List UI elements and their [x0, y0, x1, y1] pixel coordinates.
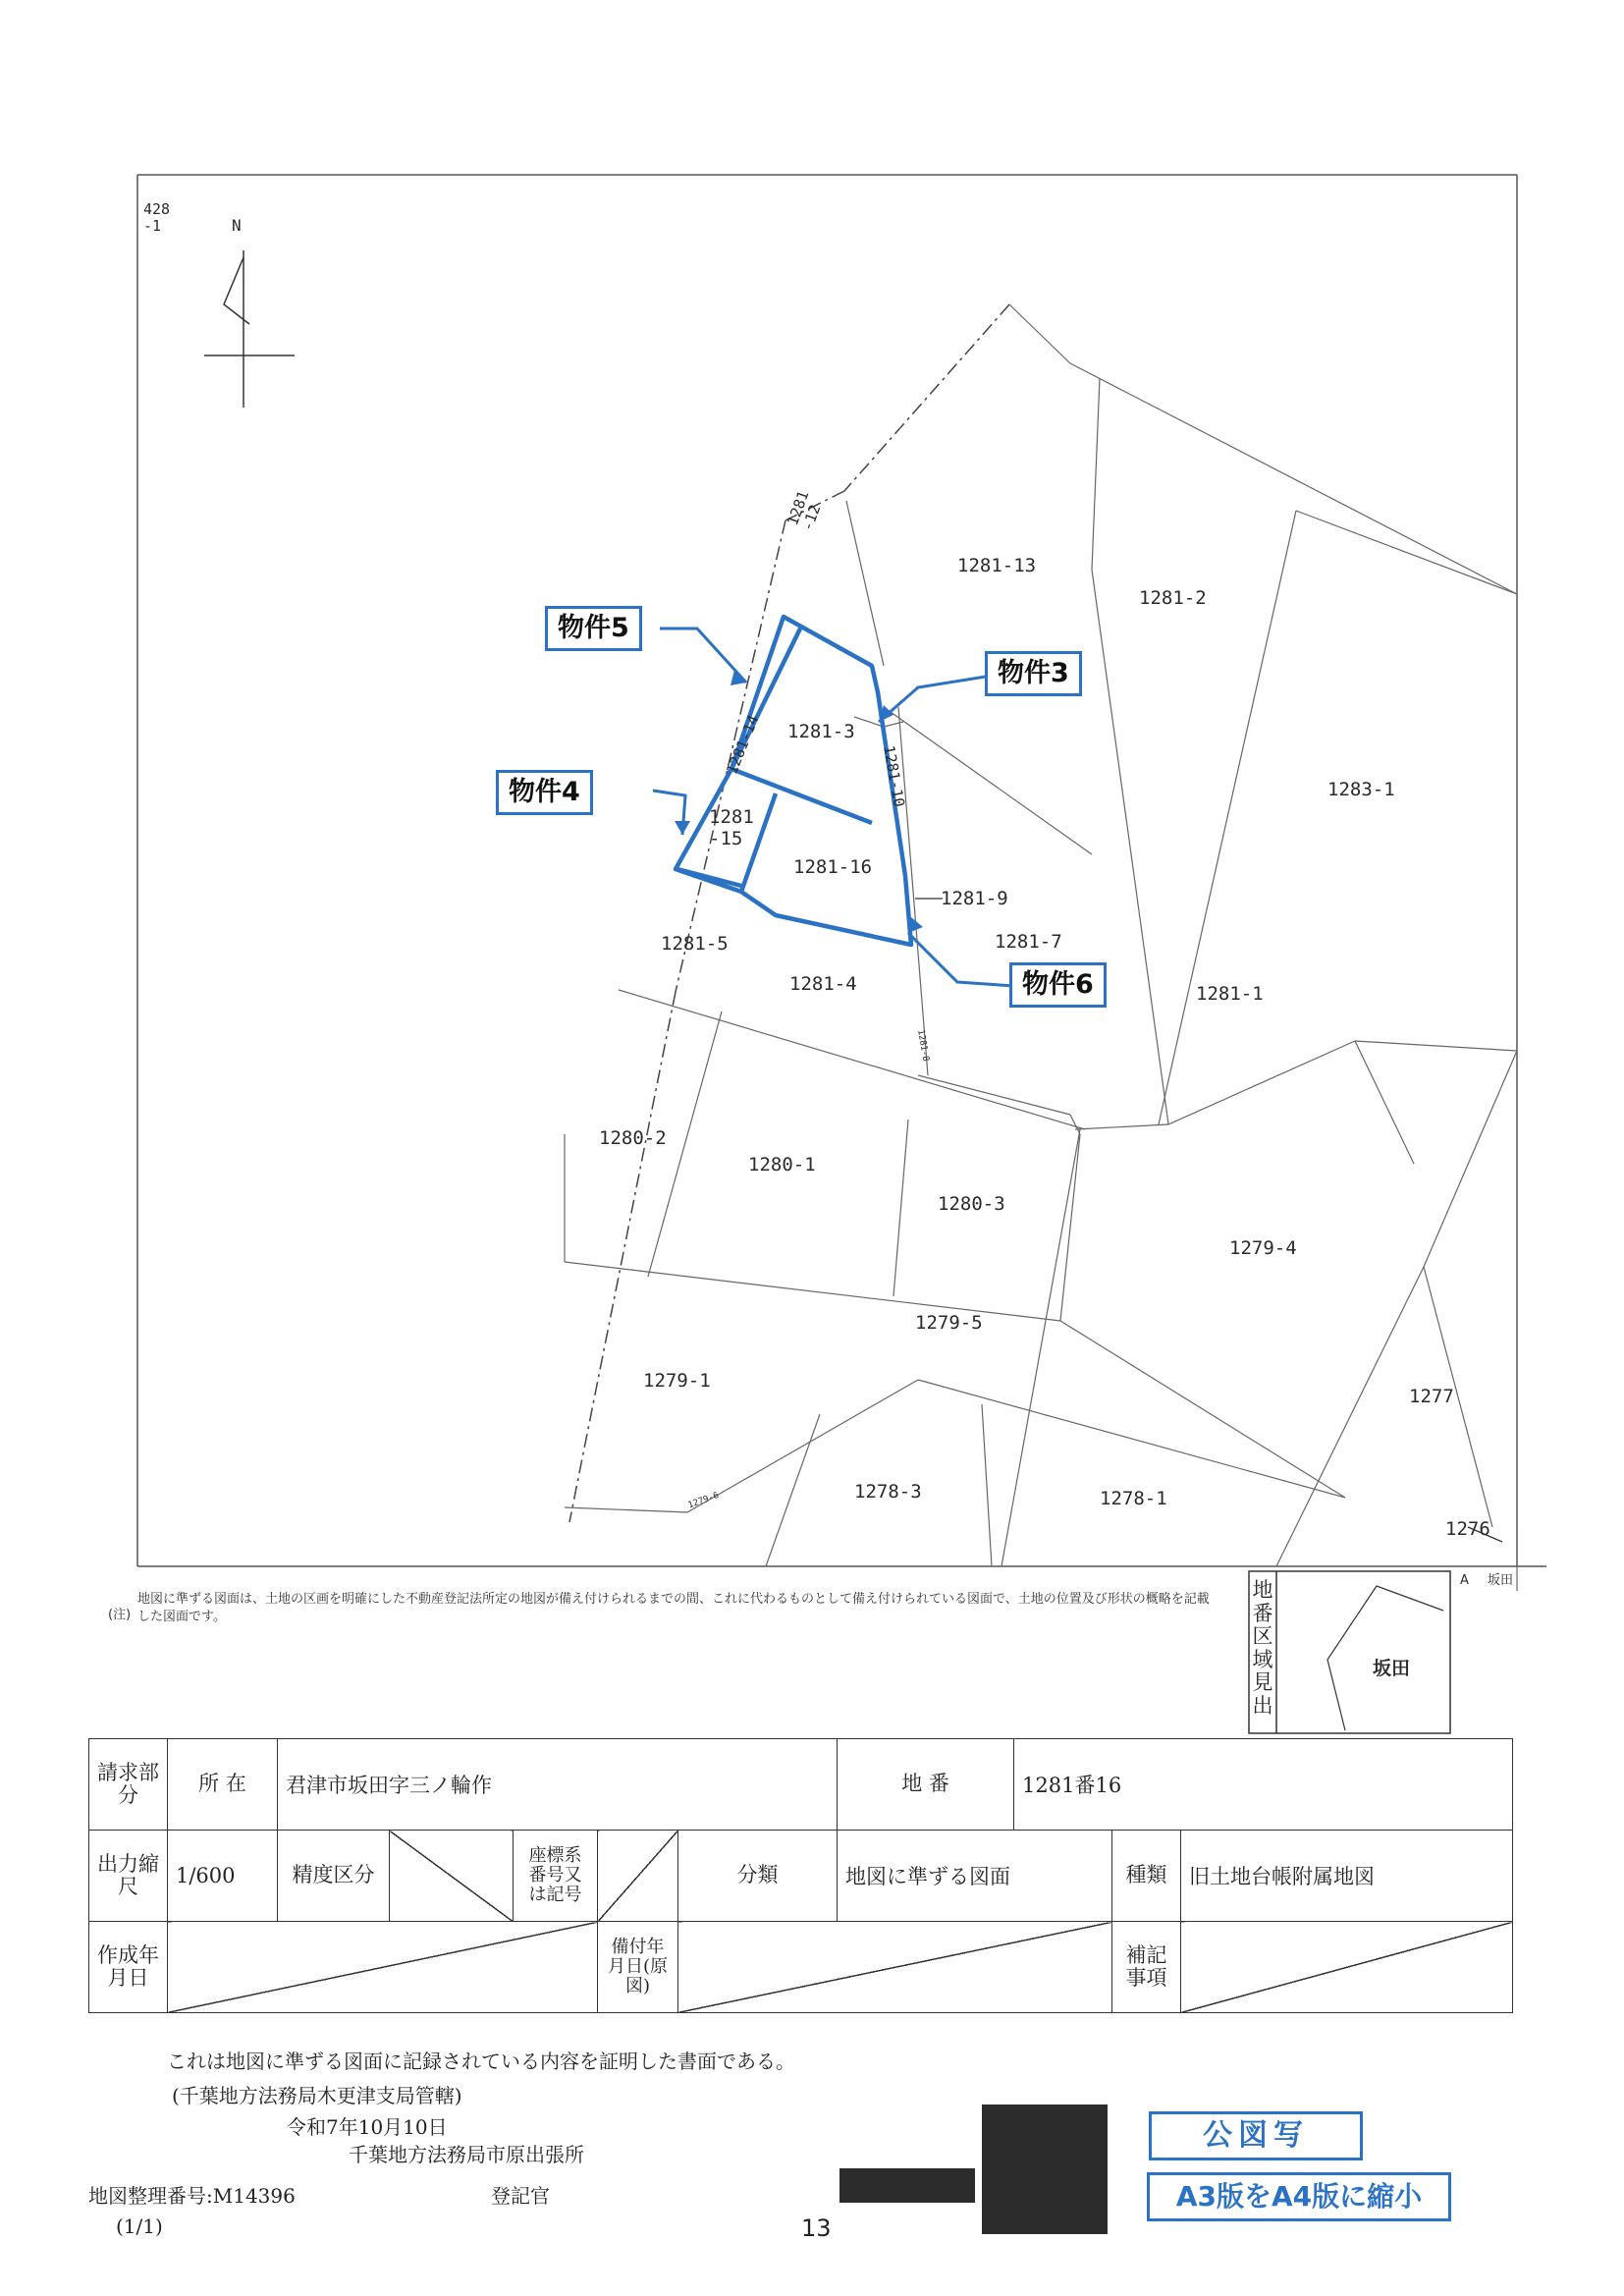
callout-item4: 物件4	[496, 770, 593, 815]
parcel-label-1276: 1276	[1445, 1518, 1490, 1540]
precision-label: 精度区分	[278, 1831, 390, 1922]
map-number: 地図整理番号:M14396	[88, 2184, 296, 2208]
parcel-label-1281-3: 1281-3	[787, 721, 855, 742]
reduction-stamp: A3版をA4版に縮小	[1147, 2172, 1451, 2221]
parcel-label-1281-5: 1281-5	[661, 933, 729, 955]
parcel-label-1280-1: 1280-1	[748, 1154, 816, 1175]
page-fraction: (1/1)	[116, 2214, 163, 2238]
redaction-bar	[839, 2168, 975, 2203]
request-label: 請求部分	[89, 1739, 168, 1831]
parcel-label-1281-16: 1281-16	[793, 856, 873, 878]
registrar-label: 登記官	[491, 2184, 550, 2208]
side-area-label: 坂田	[1488, 1573, 1514, 1588]
parcel-label-1281-15: 1281 -15	[709, 806, 754, 849]
scale-label: 出力縮尺	[89, 1831, 168, 1922]
parcel-label-1281-10: 1281-10	[880, 743, 908, 809]
callout-item5: 物件5	[545, 606, 642, 651]
certificate-table	[88, 1738, 1513, 2013]
parcel-label-1281-7: 1281-7	[995, 931, 1062, 953]
jurisdiction-text: (千葉地方法務局木更津支局管轄)	[172, 2084, 462, 2107]
category-label: 分類	[678, 1831, 838, 1922]
block-boundaries	[569, 304, 1009, 1522]
keymap-area: 坂田	[1373, 1658, 1411, 1679]
issuing-office: 千葉地方法務局市原出張所	[349, 2143, 584, 2166]
parcel-label-1281-2: 1281-2	[1139, 587, 1207, 609]
map-note-prefix: (注)	[108, 1608, 132, 1622]
lot-value: 1281番16	[1014, 1739, 1513, 1831]
parcel-label-428-1: 428 -1	[143, 200, 171, 235]
remarks-label: 備付年月日(原図)	[598, 1922, 678, 2013]
north-label: N	[232, 216, 242, 235]
location-value: 君津市坂田字三ノ輪作	[278, 1739, 838, 1831]
parcel-label-1279-6: 1279-6	[686, 1490, 721, 1511]
parcel-label-1280-2: 1280-2	[599, 1127, 667, 1149]
notes-value	[1181, 1922, 1513, 2013]
remarks-value	[678, 1922, 1112, 2013]
parcel-label-1281-1: 1281-1	[1196, 983, 1264, 1005]
parcel-label-1279-5: 1279-5	[915, 1312, 983, 1334]
highlighted-parcels	[676, 617, 911, 945]
certify-text: これは地図に準ずる図面に記録されている内容を証明した書面である。	[167, 2050, 795, 2073]
redaction-block	[982, 2105, 1108, 2234]
keymap-inset	[1249, 1571, 1450, 1733]
created-value	[168, 1922, 598, 2013]
north-arrow-icon	[204, 250, 295, 408]
parcel-label-1281-14: 1281-14	[723, 712, 763, 777]
type-value: 旧土地台帳附属地図	[1181, 1831, 1513, 1922]
parcel-label-1278-3: 1278-3	[854, 1481, 922, 1503]
created-label: 作成年月日	[89, 1922, 168, 2013]
parcel-label-1280-3: 1280-3	[938, 1193, 1005, 1215]
scale-value: 1/600	[168, 1831, 278, 1922]
parcel-label-1281-12: 1281 -12	[784, 488, 825, 533]
type-label: 種類	[1112, 1831, 1181, 1922]
parcel-label-1281-4: 1281-4	[789, 973, 857, 995]
parcel-label-1281-9: 1281-9	[941, 888, 1008, 909]
map-note-text: 地図に準ずる図面は、土地の区画を明確にした不動産登記法所定の地図が備え付けられるまでの間、これに代わるものとして備え付けられている図面で、土地の位置及び形状の概略を記載した図面です。	[137, 1592, 1210, 1624]
keymap-title: 地番区域見出	[1252, 1578, 1273, 1718]
issue-date: 令和7年10月10日	[287, 2115, 448, 2139]
parcel-label-1279-1: 1279-1	[643, 1370, 711, 1392]
parcel-label-1281-13: 1281-13	[957, 555, 1037, 576]
parcel-label-1279-4: 1279-4	[1229, 1237, 1297, 1259]
parcel-label-1277: 1277	[1409, 1386, 1454, 1407]
location-label: 所 在	[168, 1739, 278, 1831]
side-marker: A	[1460, 1573, 1469, 1588]
coord-value	[598, 1831, 678, 1922]
callout-item6: 物件6	[1009, 962, 1107, 1008]
copy-stamp: 公図写	[1149, 2111, 1363, 2160]
notes-label: 補記事項	[1112, 1922, 1181, 2013]
callout-item3: 物件3	[985, 651, 1082, 696]
parcel-label-1283-1: 1283-1	[1327, 779, 1395, 800]
parcel-label-1281-8: 1281-8	[915, 1028, 931, 1063]
parcel-label-1278-1: 1278-1	[1100, 1488, 1167, 1509]
category-value: 地図に準ずる図面	[838, 1831, 1112, 1922]
coord-label: 座標系番号又は記号	[514, 1831, 598, 1922]
page-number: 13	[801, 2214, 832, 2242]
precision-value	[390, 1831, 514, 1922]
lot-label: 地 番	[838, 1739, 1014, 1831]
